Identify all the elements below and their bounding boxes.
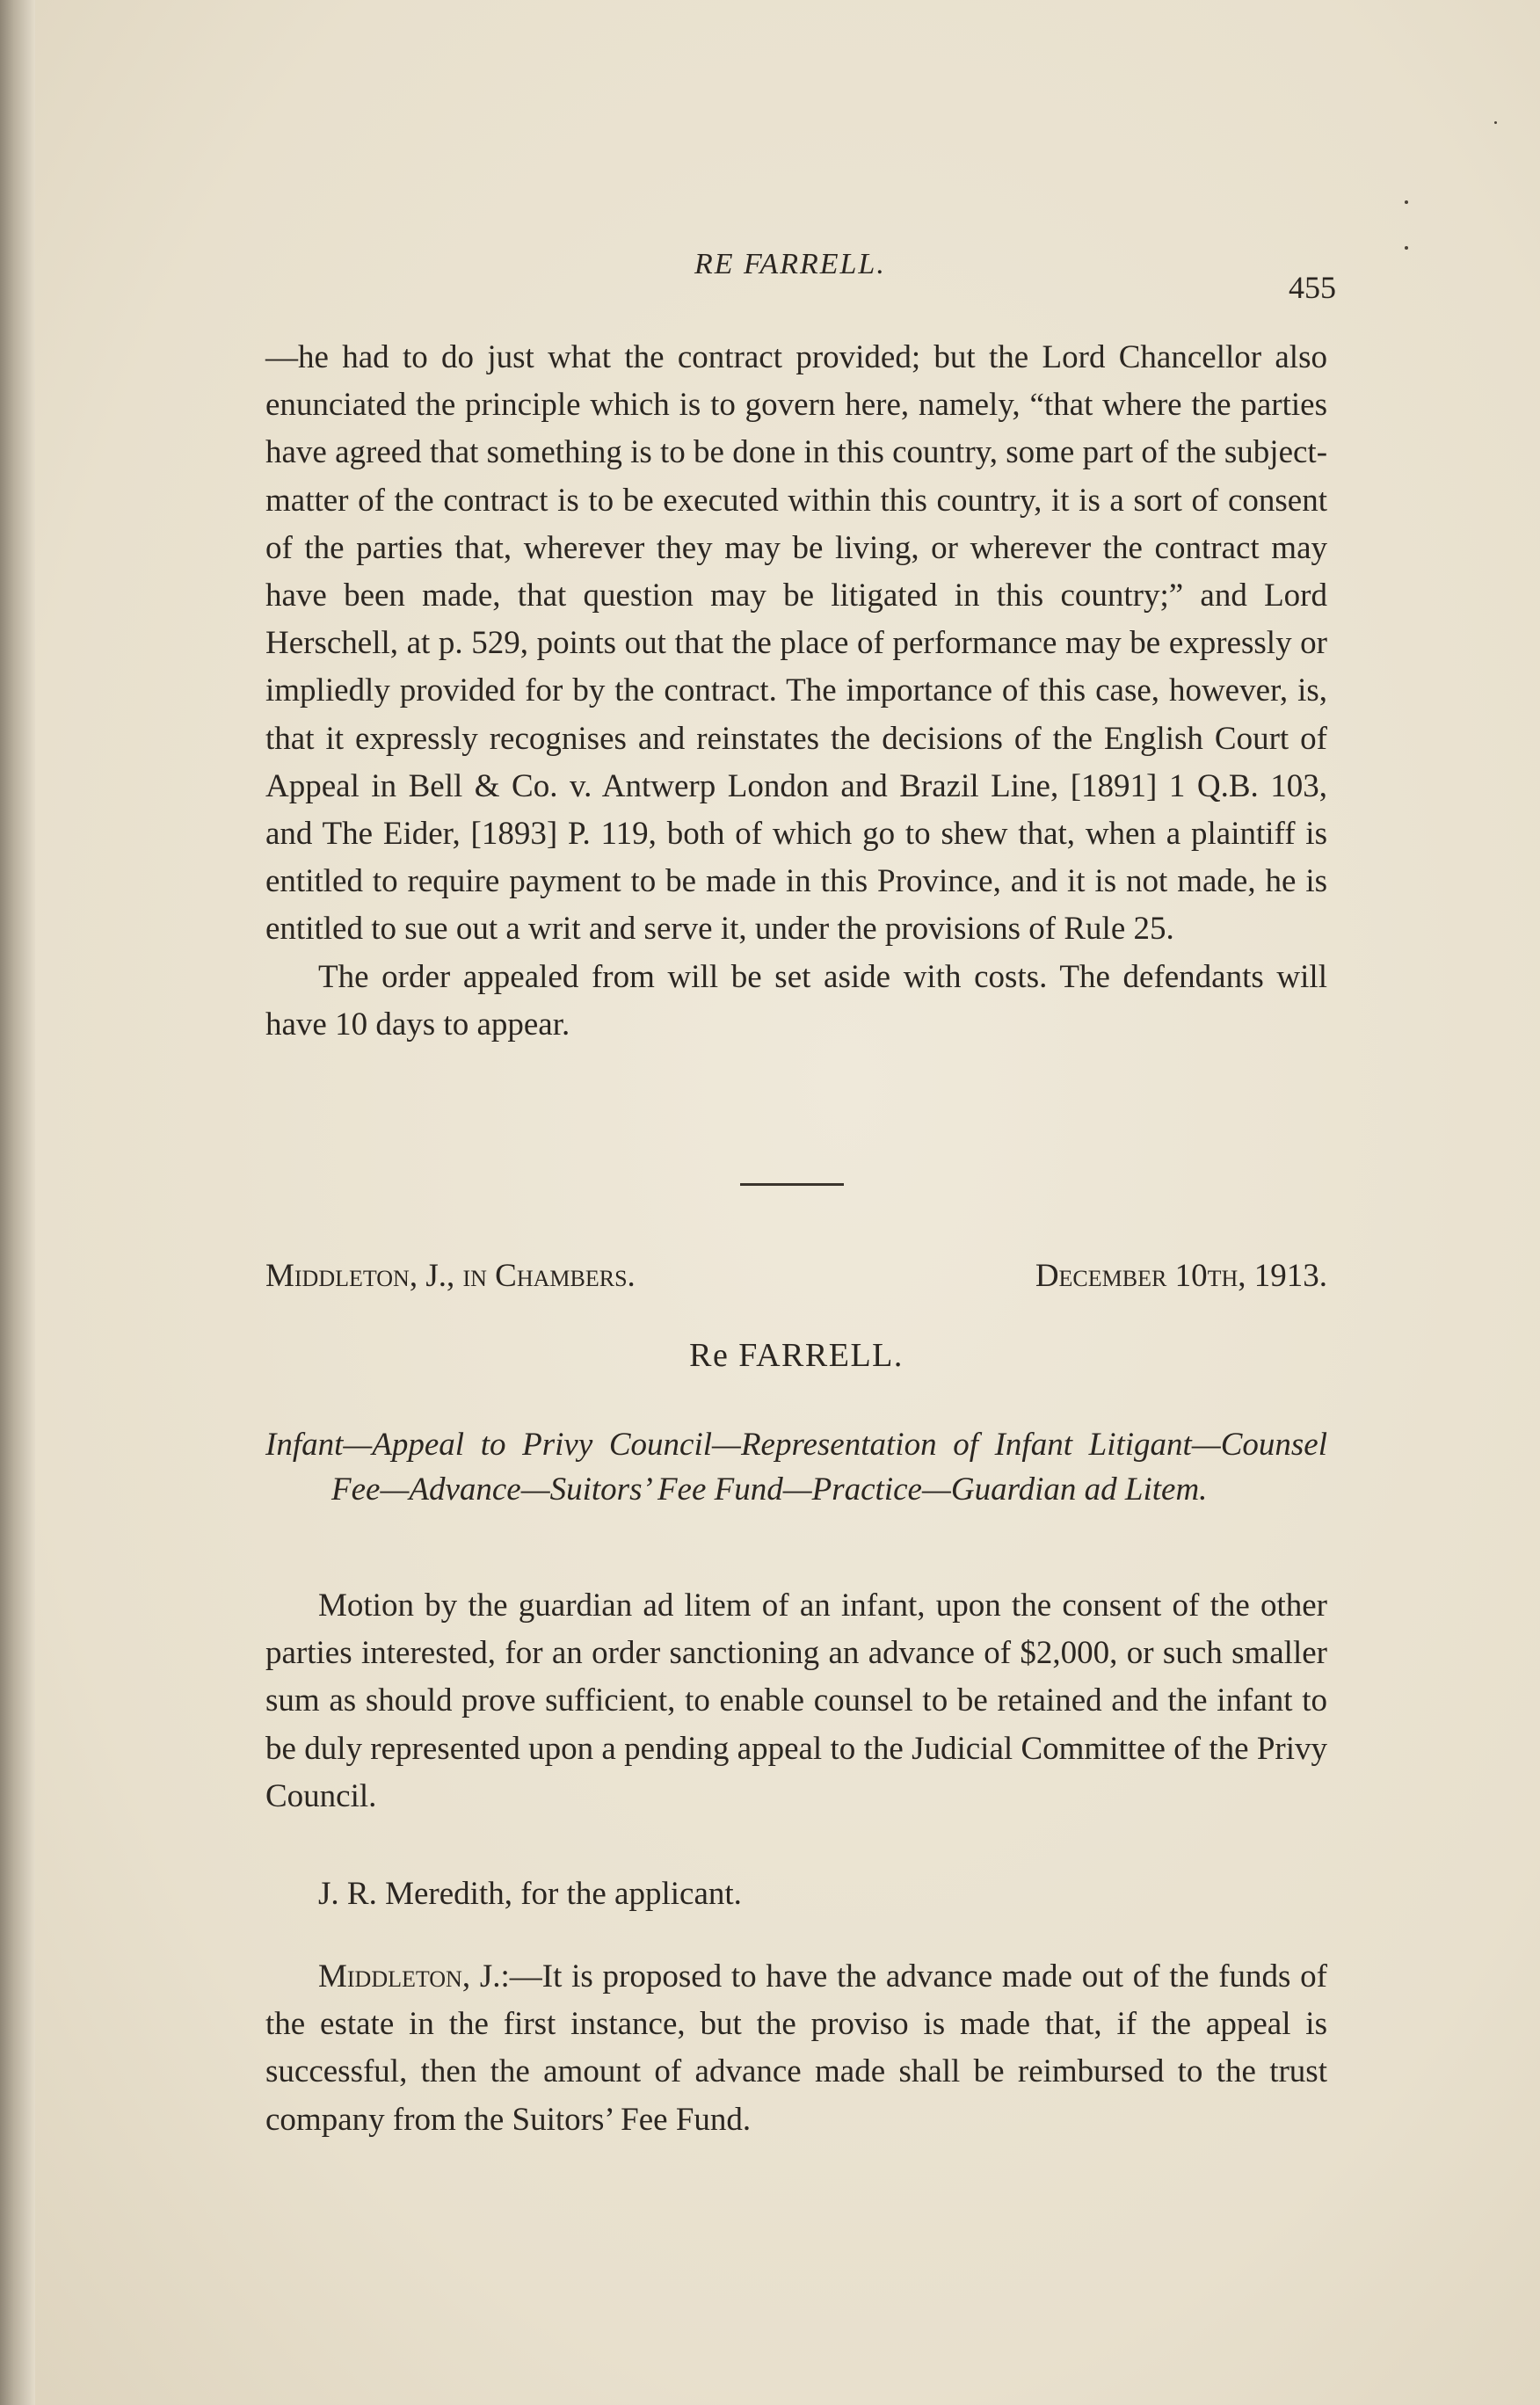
paper-speck xyxy=(1494,121,1497,124)
judgment-paragraph xyxy=(265,1953,1327,2144)
running-head: RE FARRELL. xyxy=(694,248,886,280)
judgment-speaker: Middleton, J. xyxy=(318,1958,501,1994)
book-gutter xyxy=(0,0,35,2405)
counsel-line: J. R. Meredith, for the applicant. xyxy=(318,1876,742,1912)
decision-date: December 10th, 1913. xyxy=(1035,1258,1327,1294)
continuation-text xyxy=(265,334,1327,1049)
paper-speck xyxy=(1405,200,1408,204)
page-header xyxy=(264,248,1336,305)
judgment-text: :—It is proposed to have the advance made out of the funds of the estate in the first instance, but the proviso is made that, if the appeal is successful, then the amount of advance made shall be reimbursed to the trust company from the Suitors’ Fee Fund. xyxy=(265,1958,1327,2138)
judge-line: Middleton, J., in Chambers. xyxy=(265,1258,636,1294)
paper-speck xyxy=(1405,246,1408,250)
order-paragraph: The order appealed from will be set aside with costs. The defendants will have 10 days to appear. xyxy=(265,958,1327,1043)
case-line xyxy=(265,1257,1327,1295)
motion-paragraph: Motion by the guardian ad litem of an infant, upon the consent of the other parties interested, for an order sanctioning an advance of $2,000, or such smaller sum as should prove sufficient, to enable counsel to be retained and the infant to be duly represented upon a pending appeal to the Judicial Committee of the Privy Council. xyxy=(265,1588,1327,1814)
case-title: Re FARRELL. xyxy=(689,1337,904,1374)
section-divider xyxy=(740,1183,844,1186)
counsel-block xyxy=(265,1871,1327,1918)
motion-block xyxy=(265,1582,1327,1820)
page-number: 455 xyxy=(1289,270,1336,305)
continuation-paragraph: —he had to do just what the contract provided; but the Lord Chancellor also enunciated the principle which is to govern here, namely, “that where the parties have agreed that something is to be done in this country, some part of the subject-matter of the contract is to be executed within this country, it is a sort of consent of the parties that, wherever they may be living, or wherever the contract may have been made, that question may be litigated in this country;” and Lord Herschell, at p. 529, points out that the place of performance may be expressly or impliedly provided for by the contract. The importance of this case, however, is, that it expressly recognises and reinstates the decisions of the English Court of Appeal in Bell & Co. v. Antwerp London and Brazil Line, [1891] 1 Q.B. 103, and The Eider, [1893] P. 119, both of which go to shew that, when a plaintiff is entitled to require payment to be made in this Province, and it is not made, he is entitled to sue out a writ and serve it, under the provisions of Rule 25. xyxy=(265,339,1328,948)
headnote: Infant—Appeal to Privy Council—Representation of Infant Litigant—Counsel Fee—Advance—Suitors’ Fee Fund—Practice—Guardian ad Litem. xyxy=(265,1427,1327,1508)
judgment-block xyxy=(265,1953,1327,2144)
